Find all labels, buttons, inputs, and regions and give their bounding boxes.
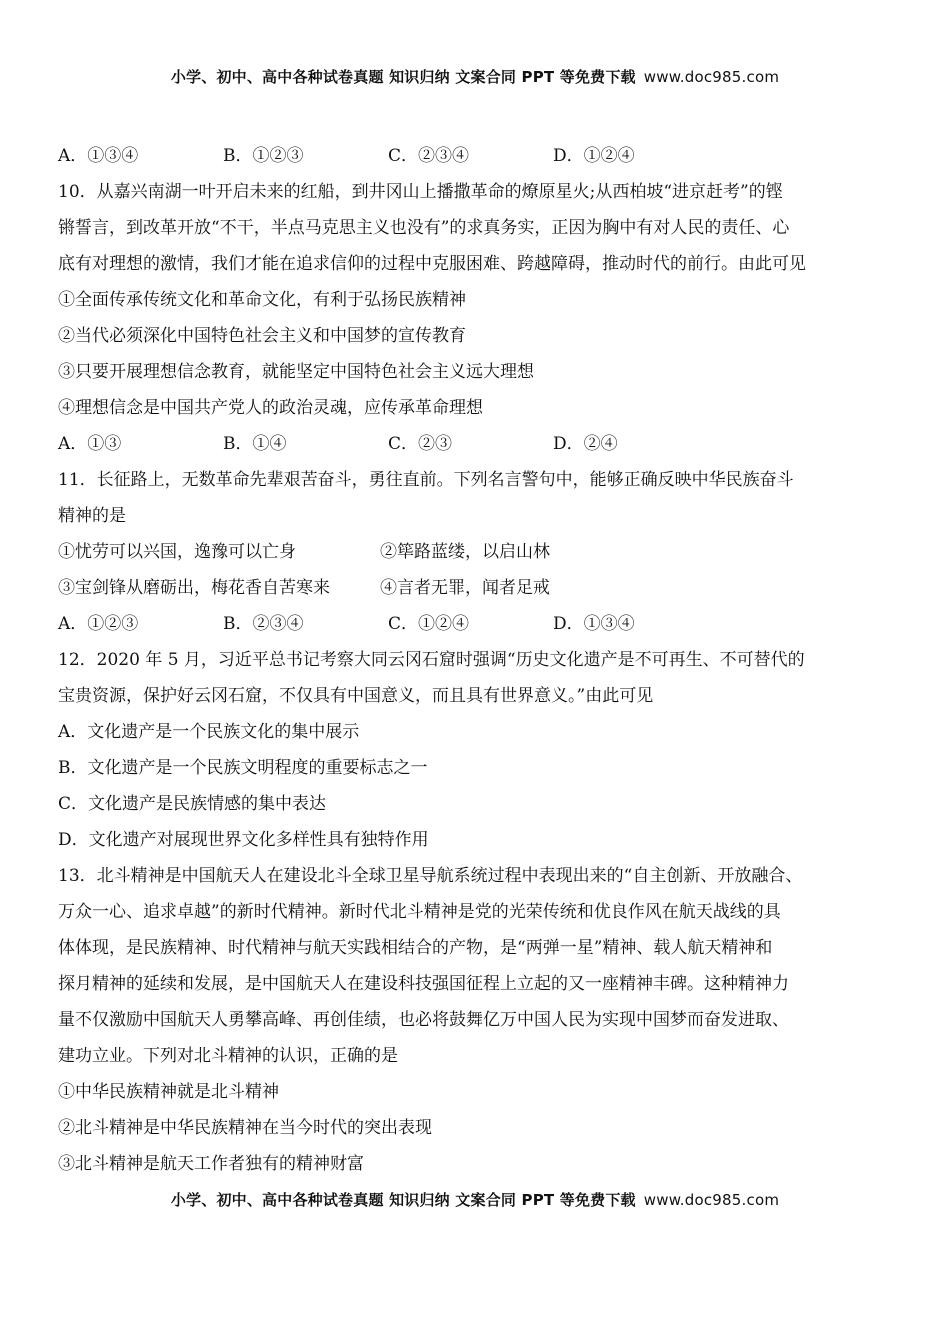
q11-option-b: B．②③④ bbox=[223, 614, 304, 634]
q9-option-d: D．①②④ bbox=[553, 146, 635, 166]
q10-stem-line: 10．从嘉兴南湖一叶开启未来的红船，到井冈山上播撒革命的燎原星火;从西柏坡“进京赶考”的铿 bbox=[58, 182, 783, 202]
q12-choice-a: A．文化遗产是一个民族文化的集中展示 bbox=[58, 722, 360, 742]
q13-item-1: ①中华民族精神就是北斗精神 bbox=[58, 1082, 279, 1102]
q11-options bbox=[58, 606, 898, 642]
q9-option-b: B．①②③ bbox=[223, 146, 304, 166]
footer-banner bbox=[0, 1189, 950, 1210]
q10-options bbox=[58, 426, 898, 462]
header-banner-url: www.doc985.com bbox=[643, 68, 780, 86]
footer-banner-text: 小学、初中、高中各种试卷真题 知识归纳 文案合同 PPT 等免费下载 bbox=[170, 1191, 636, 1209]
q12-stem-line: 12．2020 年 5 月，习近平总书记考察大同云冈石窟时强调“历史文化遗产是不可再生、不可替代的 bbox=[58, 650, 805, 670]
q10-option-b: B．①④ bbox=[223, 434, 287, 454]
q12-stem-line: 宝贵资源，保护好云冈石窟，不仅具有中国意义，而且具有世界意义。”由此可见 bbox=[58, 686, 654, 706]
q10-option-a: A．①③ bbox=[58, 434, 122, 454]
question-12 bbox=[58, 642, 898, 858]
q10-item-4: ④理想信念是中国共产党人的政治灵魂，应传承革命理想 bbox=[58, 398, 483, 418]
q13-stem-line: 量不仅激励中国航天人勇攀高峰、再创佳绩，也必将鼓舞亿万中国人民为实现中国梦而奋发进取、 bbox=[58, 1010, 789, 1030]
q13-stem-line: 万众一心、追求卓越”的新时代精神。新时代北斗精神是党的光荣传统和优良作风在航天战线的具 bbox=[58, 902, 781, 922]
footer-banner-url: www.doc985.com bbox=[643, 1191, 780, 1209]
q13-stem-line: 探月精神的延续和发展，是中国航天人在建设科技强国征程上立起的又一座精神丰碑。这种精神力 bbox=[58, 974, 789, 994]
q10-item-2: ②当代必须深化中国特色社会主义和中国梦的宣传教育 bbox=[58, 326, 466, 346]
question-10 bbox=[58, 174, 898, 462]
q11-stem-line: 精神的是 bbox=[58, 506, 126, 526]
header-banner-text: 小学、初中、高中各种试卷真题 知识归纳 文案合同 PPT 等免费下载 bbox=[170, 68, 636, 86]
q11-option-c: C．①②④ bbox=[388, 614, 470, 634]
q10-item-1: ①全面传承传统文化和革命文化，有利于弘扬民族精神 bbox=[58, 290, 466, 310]
q10-item-3: ③只要开展理想信念教育，就能坚定中国特色社会主义远大理想 bbox=[58, 362, 534, 382]
q13-item-2: ②北斗精神是中华民族精神在当今时代的突出表现 bbox=[58, 1118, 432, 1138]
q11-stem-line: 11．长征路上，无数革命先辈艰苦奋斗，勇往直前。下列名言警句中，能够正确反映中华民族奋斗 bbox=[58, 470, 794, 490]
exam-content bbox=[58, 138, 898, 1182]
q9-option-c: C．②③④ bbox=[388, 146, 470, 166]
q13-stem-line: 建功立业。下列对北斗精神的认识，正确的是 bbox=[58, 1046, 398, 1066]
q12-choice-b: B．文化遗产是一个民族文明程度的重要标志之一 bbox=[58, 758, 428, 778]
q11-item-1: ①忧劳可以兴国，逸豫可以亡身 bbox=[58, 542, 296, 562]
q13-stem-line: 体体现，是民族精神、时代精神与航天实践相结合的产物，是“两弹一星”精神、载人航天精神和 bbox=[58, 938, 773, 958]
q10-stem-line: 底有对理想的激情，我们才能在追求信仰的过程中克服困难、跨越障碍，推动时代的前行。由此可见 bbox=[58, 254, 806, 274]
q11-item-4: ④言者无罪，闻者足戒 bbox=[380, 578, 550, 598]
q11-items-row-1 bbox=[58, 534, 898, 570]
q13-stem-line: 13．北斗精神是中国航天人在建设北斗全球卫星导航系统过程中表现出来的“自主创新、开放融合、 bbox=[58, 866, 803, 886]
q9-options bbox=[58, 138, 898, 174]
q10-stem-line: 锵誓言，到改革开放“不干，半点马克思主义也没有”的求真务实，正因为胸中有对人民的责任、心 bbox=[58, 218, 790, 238]
q11-items-row-2 bbox=[58, 570, 898, 606]
q12-choice-c: C．文化遗产是民族情感的集中表达 bbox=[58, 794, 327, 814]
question-13 bbox=[58, 858, 898, 1182]
q12-choice-d: D．文化遗产对展现世界文化多样性具有独特作用 bbox=[58, 830, 429, 850]
q11-item-2: ②筚路蓝缕，以启山林 bbox=[380, 542, 550, 562]
q13-item-3: ③北斗精神是航天工作者独有的精神财富 bbox=[58, 1154, 364, 1174]
q9-option-a: A．①③④ bbox=[58, 146, 139, 166]
question-11 bbox=[58, 462, 898, 642]
q11-option-d: D．①③④ bbox=[553, 614, 635, 634]
q10-option-d: D．②④ bbox=[553, 434, 618, 454]
q11-option-a: A．①②③ bbox=[58, 614, 139, 634]
q11-item-3: ③宝剑锋从磨砺出，梅花香自苦寒来 bbox=[58, 578, 330, 598]
header-banner bbox=[0, 66, 950, 87]
q10-option-c: C．②③ bbox=[388, 434, 453, 454]
